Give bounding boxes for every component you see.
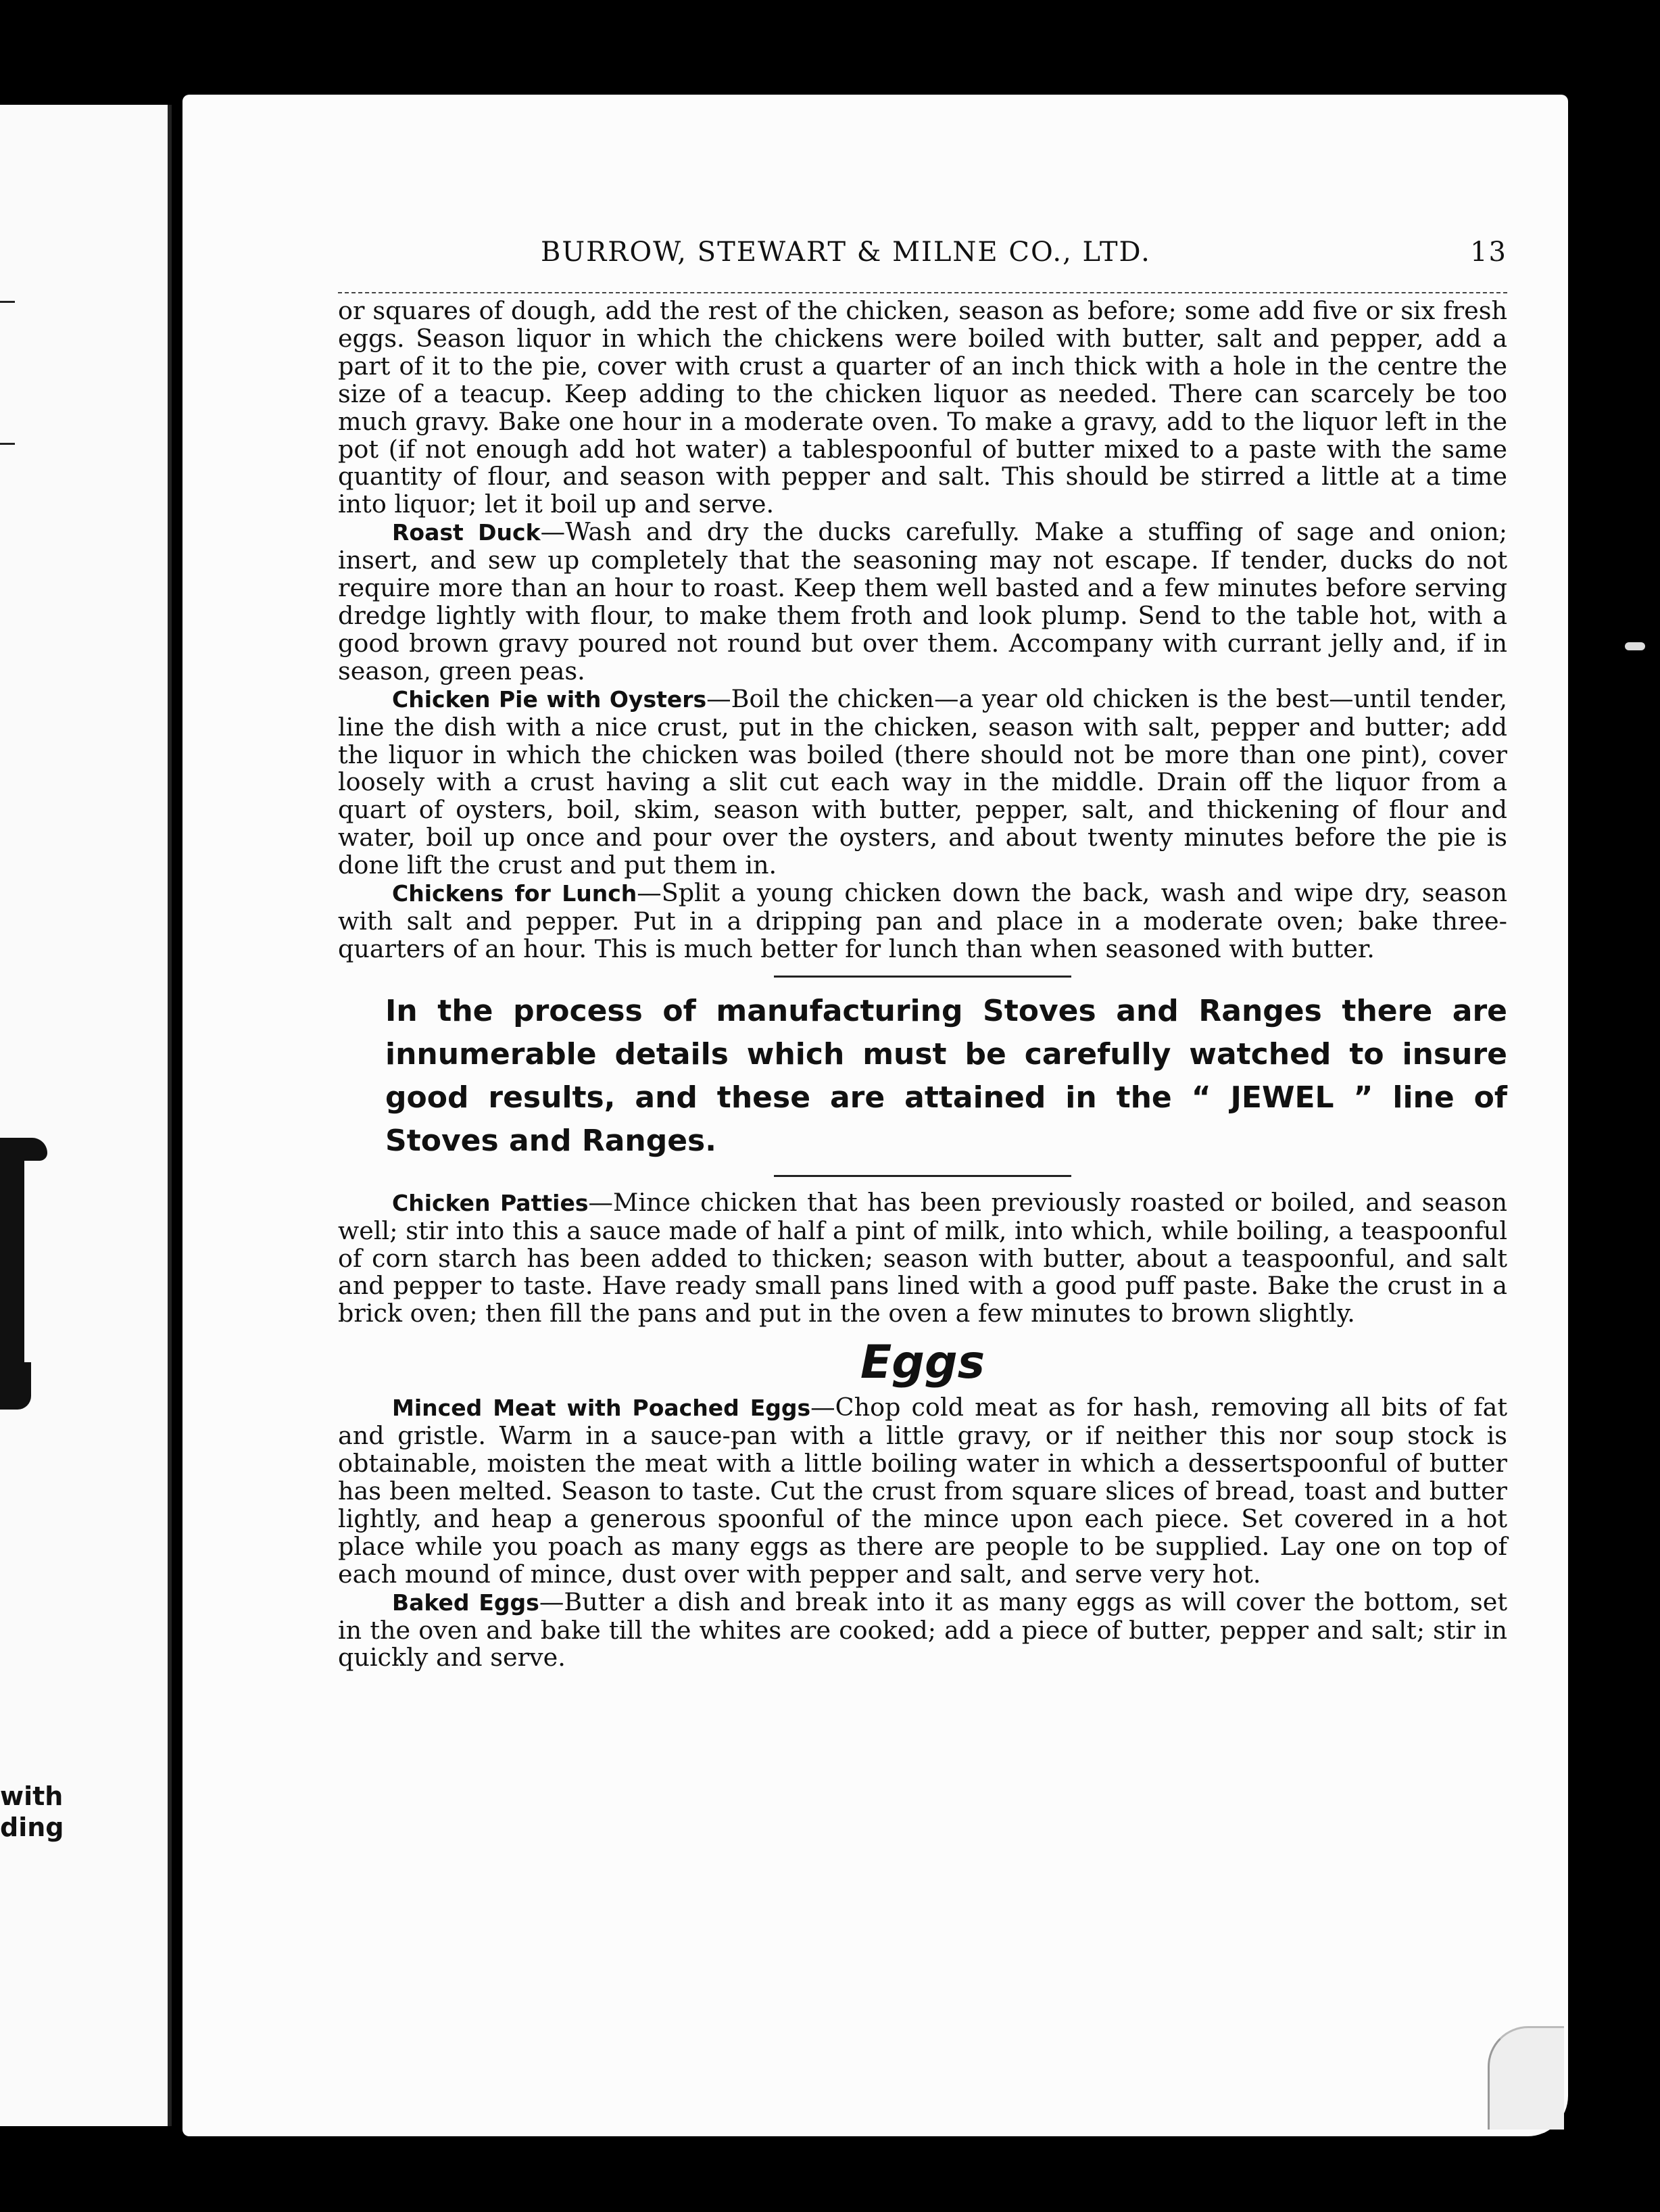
section-title-eggs: Eggs <box>860 1336 985 1390</box>
recipe-text: —Boil the chicken—a year old chicken is the best—until tender, line the dish with a nice crust, put in the chicken, season with salt, pepper and butter; add the liquor in which the chicken was boiled (there should not be more than one pint), cover loosely with a crust having a slit cut each way in the middle. Drain off the liquor from a quart of oysters, boil, skim, season with butter, pepper, salt, and thickening of flour and water, boil up once and pour over the oysters, and about twenty minutes before the pie is done lift the crust and put them in. <box>338 683 1508 880</box>
left-page-text: with <box>0 1781 64 1811</box>
header-rule <box>338 292 1507 293</box>
recipe-text: —Split a young chicken down the back, wash and wipe dry, season with salt and pepper. Put in a dripping pan and place in a moderate oven; bake three-quarters of an hour. This is much better for lunch than when seasoned with butter. <box>338 878 1507 963</box>
stove-illustration-fragment <box>0 1362 31 1410</box>
recipe-heading: Chickens for Lunch <box>392 880 637 907</box>
recipe-text: —Chop cold meat as for hash, removing all bits of fat and gristle. Warm in a sauce-pan with a little gravy, or if neither this nor soup stock is obtainable, moisten the meat with a little boiling water in which a dessertspoonful of butter has been melted. Season to taste. Cut the crust from square slices of bread, toast and butter lightly, and heap a generous spoonful of the mince upon each piece. Set covered in a hot place while you poach as many eggs as there are people to be supplied. Lay one on top of each mound of mince, dust over with pepper and salt, and serve very hot. <box>338 1393 1508 1589</box>
recipe-chicken-patties <box>338 1189 1507 1328</box>
page-number: 13 <box>1470 237 1507 268</box>
page-body <box>338 297 1507 1672</box>
recipe-minced-meat-poached-eggs <box>338 1394 1507 1588</box>
section-divider <box>774 1175 1071 1177</box>
section-divider <box>774 976 1071 978</box>
recipe-heading: Baked Eggs <box>392 1589 539 1616</box>
recipe-heading: Minced Meat with Poached Eggs <box>392 1395 811 1422</box>
recipe-baked-eggs <box>338 1589 1507 1673</box>
recipe-text: —Wash and dry the ducks carefully. Make a stuffing of sage and onion; insert, and sew up completely that the seasoning may not escape. If tender, ducks do not require more than an hour to roast. Keep them well basted and a few minutes before serving dredge lightly with flour, to make them froth and look plump. Send to the table hot, with a good brown gravy poured not round but over them. Accompany with currant jelly and, if in season, green peas. <box>338 517 1507 686</box>
book-page <box>182 95 1568 2136</box>
stove-illustration-fragment <box>0 1159 24 1362</box>
recipe-text: —Butter a dish and break into it as many eggs as will cover the bottom, set in the oven and bake till the whites are cooked; add a piece of butter, pepper and salt; stir in quickly and serve. <box>338 1587 1507 1673</box>
left-facing-page <box>0 105 172 2126</box>
running-header <box>182 237 1568 277</box>
background-speck <box>1625 642 1645 650</box>
left-page-text: ding <box>0 1812 64 1842</box>
advertisement-text: In the process of manufacturing Stoves and Ranges there are innumerable details which must be carefully watched to insure good results, and these are attained in the “ JEWEL ” line of Stoves and Ranges. <box>385 993 1507 1158</box>
recipe-chicken-pie-oysters <box>338 683 1508 880</box>
page-corner-curl <box>1488 2026 1564 2130</box>
recipe-roast-duck <box>338 519 1507 685</box>
left-page-mark <box>0 443 15 445</box>
left-page-mark <box>0 301 15 303</box>
recipe-heading: Chicken Pie with Oysters <box>392 686 707 713</box>
recipe-heading: Chicken Patties <box>392 1189 589 1216</box>
recipe-continuation: or squares of dough, add the rest of the chicken, season as before; some add five or six fresh eggs. Season liquor in which the chickens were boiled with butter, salt and pepper, add a part of it to the pie, cover with crust a quarter of an inch thick with a hole in the centre the size of a teacup. Keep adding to the chicken liquor as needed. There can scarcely be too much gravy. Bake one hour in a moderate oven. To make a gravy, add to the liquor left in the pot (if not enough add hot water) a tablespoonful of butter mixed to a paste with the same quantity of flour, and season with pepper and salt. This should be stirred a little at a time into liquor; let it boil up and serve. <box>338 296 1507 519</box>
recipe-text: —Mince chicken that has been previously roasted or boiled, and season well; stir into this a sauce made of half a pint of milk, into which, while boiling, a teaspoonful of corn starch has been added to thicken; season with butter, about a teaspoonful, and salt and pepper to taste. Have ready small pans lined with a good puff paste. Bake the crust in a brick oven; then fill the pans and put in the oven a few minutes to brown slightly. <box>338 1187 1507 1328</box>
stove-illustration-fragment <box>0 1138 47 1161</box>
recipe-heading: Roast Duck <box>392 519 541 546</box>
publisher-title: BURROW, STEWART & MILNE CO., LTD. <box>541 237 1151 268</box>
recipe-chickens-for-lunch <box>338 880 1507 963</box>
